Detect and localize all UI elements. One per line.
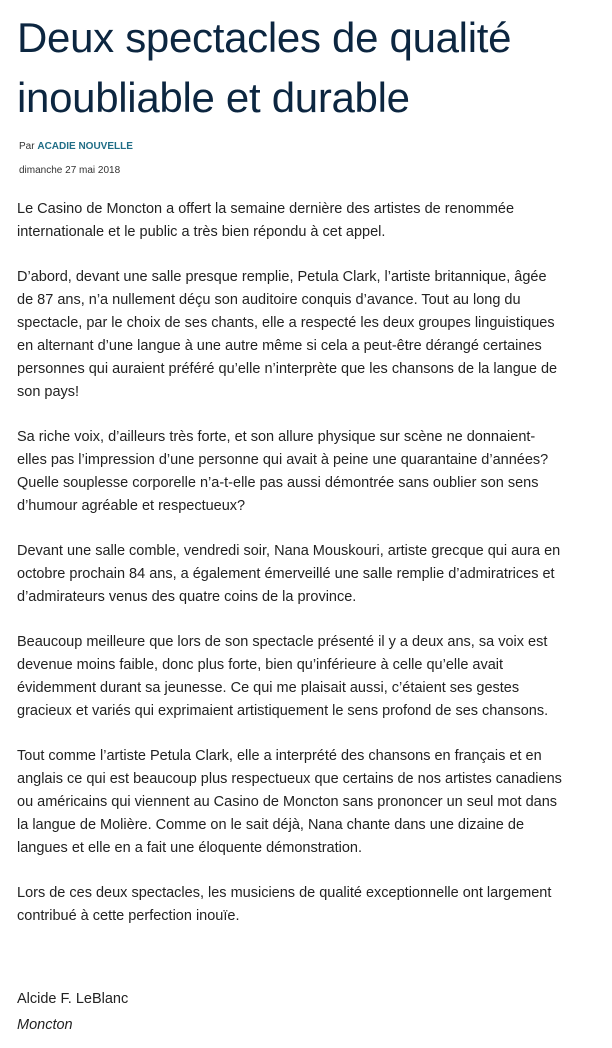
publish-date: dimanche 27 mai 2018 <box>19 165 121 176</box>
paragraph-line: internationale et le public a très bien répondu à cet appel. <box>17 224 386 240</box>
paragraph-line: la langue de Molière. Comme on le sait déjà, Nana chante dans une dizaine de <box>17 817 525 833</box>
paragraph-line: en alternant d’une langue à une autre même si cela a peut-être dérangé certaines <box>17 338 542 354</box>
title-line: Deux spectacles de qualité <box>17 14 512 61</box>
paragraph-line: Beaucoup meilleure que lors de son spectacle présenté il y a deux ans, sa voix est <box>17 634 548 650</box>
paragraph-line: gracieux et variés qui exprimaient artistiquement le sens profond de ses chansons. <box>17 703 549 719</box>
byline-prefix: Par <box>19 141 35 152</box>
paragraph-line: elles pas l’impression d’une personne qui avait à peine une quarantaine d’années? <box>17 452 549 468</box>
paragraph-line: ou américains qui viennent au Casino de Moncton sans prononcer un seul mot dans <box>17 794 558 810</box>
paragraph <box>17 426 602 518</box>
paragraph <box>17 540 602 609</box>
paragraph-line: Quelle souplesse corporelle n’a-t-elle pas aussi démontrée sans oublier son sens <box>17 475 539 491</box>
paragraph <box>17 745 602 860</box>
article-body <box>17 198 602 950</box>
paragraph-line: Le Casino de Moncton a offert la semaine dernière des artistes de renommée <box>17 201 515 217</box>
paragraph-line: Sa riche voix, d’ailleurs très forte, et son allure physique sur scène ne donnaient- <box>17 429 536 445</box>
paragraph-line: d’humour agréable et respectueux? <box>17 498 246 514</box>
paragraph <box>17 631 602 723</box>
paragraph <box>17 882 602 928</box>
paragraph-line: Tout comme l’artiste Petula Clark, elle a interprété des chansons en français et en <box>17 748 542 764</box>
paragraph-line: Lors de ces deux spectacles, les musiciens de qualité exceptionnelle ont largement <box>17 885 552 901</box>
paragraph <box>17 198 602 244</box>
signature-place: Moncton <box>17 1017 73 1033</box>
signature-name: Alcide F. LeBlanc <box>17 991 129 1007</box>
paragraph-line: spectacle, par le choix de ses chants, elle a respecté les deux groupes linguistiques <box>17 315 555 331</box>
paragraph-line: anglais ce qui est beaucoup plus respectueux que certains de nos artistes canadiens <box>17 771 562 787</box>
paragraph-line: contribué à cette perfection inouïe. <box>17 908 240 924</box>
paragraph-line: son pays! <box>17 384 80 400</box>
paragraph-line: langues et elle en a fait une éloquente démonstration. <box>17 840 363 856</box>
paragraph-line: devenue moins faible, donc plus forte, bien qu’inférieure à celle qu’elle avait <box>17 657 504 673</box>
signature <box>17 986 128 1038</box>
paragraph-line: personnes qui auraient préféré qu’elle n’interprète que les chansons de la langue de <box>17 361 558 377</box>
paragraph-line: Devant une salle comble, vendredi soir, Nana Mouskouri, artiste grecque qui aura en <box>17 543 561 559</box>
article-title <box>17 8 602 128</box>
title-line: inoubliable et durable <box>17 74 410 121</box>
paragraph-line: d’admirateurs venus des quatre coins de la province. <box>17 589 357 605</box>
paragraph-line: de 87 ans, n’a nullement déçu son auditoire conquis d’avance. Tout au long du <box>17 292 521 308</box>
paragraph-line: octobre prochain 84 ans, a également émerveillé une salle remplie d’admiratrices et <box>17 566 555 582</box>
paragraph <box>17 266 602 404</box>
paragraph-line: évidemment durant sa jeunesse. Ce qui me plaisait aussi, c’étaient ses gestes <box>17 680 520 696</box>
paragraph-line: D’abord, devant une salle presque remplie, Petula Clark, l’artiste britannique, âgée <box>17 269 547 285</box>
byline <box>19 140 133 154</box>
author-link[interactable]: ACADIE NOUVELLE <box>37 141 133 152</box>
